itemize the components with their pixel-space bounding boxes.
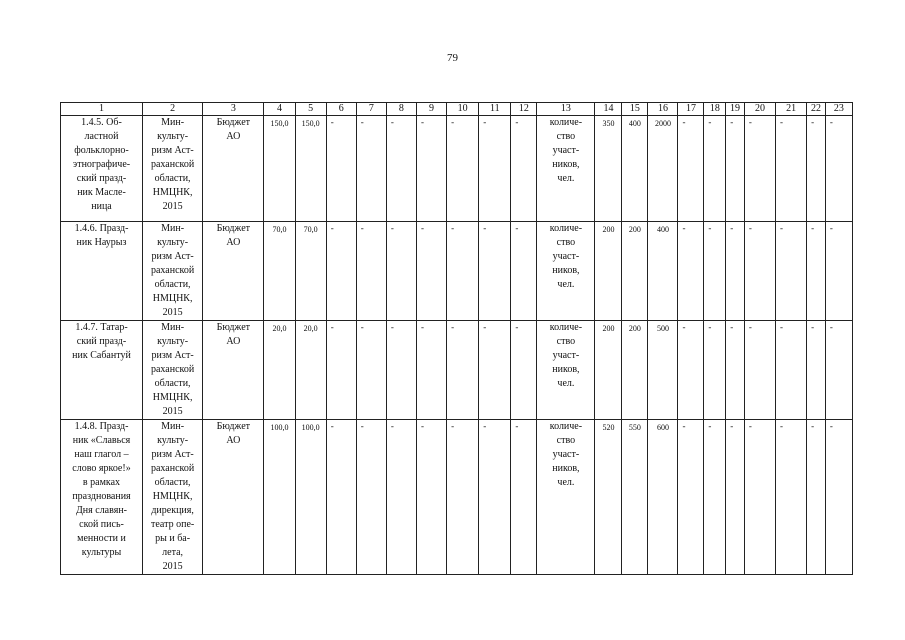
table-cell: -: [776, 420, 807, 575]
table-cell: -: [447, 222, 479, 321]
column-header: 19: [726, 103, 745, 116]
table-cell: 600: [648, 420, 678, 575]
column-header: 13: [537, 103, 595, 116]
table-cell: 350: [595, 116, 622, 222]
indicator-cell: количе- ство участ- ников, чел.: [537, 420, 595, 575]
column-header: 16: [648, 103, 678, 116]
table-cell: -: [356, 420, 386, 575]
event-name-cell: 1.4.8. Празд- ник «Славься наш глагол – слово яркое!» в рамках празднования Дня славян- ской пись- менности и культуры: [61, 420, 143, 575]
table-cell: -: [356, 321, 386, 420]
table-cell: -: [326, 420, 356, 575]
table-cell: -: [416, 420, 446, 575]
event-name-cell: 1.4.6. Празд- ник Наурыз: [61, 222, 143, 321]
table-cell: 550: [622, 420, 648, 575]
table-cell: -: [678, 321, 704, 420]
table-row: [61, 116, 853, 222]
table-cell: -: [807, 116, 826, 222]
table-cell: -: [726, 420, 745, 575]
column-header: 14: [595, 103, 622, 116]
table-cell: -: [704, 321, 726, 420]
plan-table: [60, 102, 853, 575]
funding-source-cell: Бюджет АО: [203, 116, 264, 222]
table-cell: 100,0: [295, 420, 326, 575]
indicator-cell: количе- ство участ- ников, чел.: [537, 321, 595, 420]
table-cell: -: [825, 321, 852, 420]
table-cell: -: [807, 321, 826, 420]
table-cell: 200: [595, 321, 622, 420]
header-row: [61, 103, 853, 116]
table-cell: -: [447, 116, 479, 222]
table-cell: 150,0: [264, 116, 295, 222]
table-cell: -: [807, 420, 826, 575]
column-header: 15: [622, 103, 648, 116]
executor-cell: Мин- культу- ризм Аст- раханской области, НМЦНК, дирекция, театр опе- ры и ба- лета, 2015: [143, 420, 203, 575]
column-header: 11: [479, 103, 511, 116]
column-header: 10: [447, 103, 479, 116]
column-header: 23: [825, 103, 852, 116]
table-row: [61, 321, 853, 420]
table-cell: -: [776, 321, 807, 420]
table-cell: 2000: [648, 116, 678, 222]
table-cell: -: [744, 321, 775, 420]
funding-source-cell: Бюджет АО: [203, 420, 264, 575]
column-header: 9: [416, 103, 446, 116]
table-cell: 400: [648, 222, 678, 321]
table-cell: -: [447, 321, 479, 420]
table-cell: -: [447, 420, 479, 575]
table-cell: -: [416, 222, 446, 321]
column-header: 2: [143, 103, 203, 116]
table-cell: -: [326, 116, 356, 222]
indicator-cell: количе- ство участ- ников, чел.: [537, 116, 595, 222]
event-name-cell: 1.4.7. Татар- ский празд- ник Сабантуй: [61, 321, 143, 420]
table-cell: -: [825, 116, 852, 222]
table-cell: 70,0: [264, 222, 295, 321]
table-cell: 200: [622, 222, 648, 321]
column-header: 22: [807, 103, 826, 116]
executor-cell: Мин- культу- ризм Аст- раханской области, НМЦНК, 2015: [143, 116, 203, 222]
column-header: 6: [326, 103, 356, 116]
table-cell: 20,0: [295, 321, 326, 420]
table-cell: -: [726, 321, 745, 420]
table-row: [61, 222, 853, 321]
table-cell: -: [356, 222, 386, 321]
table-cell: -: [479, 420, 511, 575]
column-header: 1: [61, 103, 143, 116]
table-cell: -: [511, 420, 537, 575]
table-cell: -: [326, 222, 356, 321]
table-cell: 520: [595, 420, 622, 575]
table-cell: -: [825, 420, 852, 575]
table-cell: -: [744, 116, 775, 222]
table-cell: -: [678, 420, 704, 575]
table-cell: -: [704, 222, 726, 321]
table-cell: 100,0: [264, 420, 295, 575]
table-cell: 500: [648, 321, 678, 420]
funding-source-cell: Бюджет АО: [203, 321, 264, 420]
table-cell: -: [744, 420, 775, 575]
column-header: 21: [776, 103, 807, 116]
table-cell: -: [726, 222, 745, 321]
table-cell: -: [511, 116, 537, 222]
table-cell: 20,0: [264, 321, 295, 420]
executor-cell: Мин- культу- ризм Аст- раханской области, НМЦНК, 2015: [143, 321, 203, 420]
table-cell: -: [326, 321, 356, 420]
table-cell: -: [704, 116, 726, 222]
event-name-cell: 1.4.5. Об- ластной фольклорно- этнографиче- ский празд- ник Масле- ница: [61, 116, 143, 222]
table-cell: -: [479, 222, 511, 321]
table-cell: -: [807, 222, 826, 321]
table-cell: -: [416, 116, 446, 222]
table-cell: -: [776, 222, 807, 321]
table-cell: -: [416, 321, 446, 420]
column-header: 4: [264, 103, 295, 116]
table-cell: 400: [622, 116, 648, 222]
indicator-cell: количе- ство участ- ников, чел.: [537, 222, 595, 321]
table-cell: -: [386, 420, 416, 575]
funding-source-cell: Бюджет АО: [203, 222, 264, 321]
table-cell: -: [726, 116, 745, 222]
table-cell: -: [511, 222, 537, 321]
table-cell: -: [356, 116, 386, 222]
table-cell: -: [776, 116, 807, 222]
table-cell: -: [386, 321, 416, 420]
table-row: [61, 420, 853, 575]
table-cell: 200: [622, 321, 648, 420]
table-cell: 200: [595, 222, 622, 321]
table-cell: -: [678, 116, 704, 222]
executor-cell: Мин- культу- ризм Аст- раханской области, НМЦНК, 2015: [143, 222, 203, 321]
table-cell: -: [386, 116, 416, 222]
column-header: 17: [678, 103, 704, 116]
table-cell: 70,0: [295, 222, 326, 321]
table-cell: -: [678, 222, 704, 321]
table-cell: -: [704, 420, 726, 575]
column-header: 12: [511, 103, 537, 116]
table-cell: -: [744, 222, 775, 321]
column-header: 18: [704, 103, 726, 116]
column-header: 5: [295, 103, 326, 116]
table-cell: -: [511, 321, 537, 420]
table-cell: -: [479, 116, 511, 222]
column-header: 8: [386, 103, 416, 116]
table-cell: -: [825, 222, 852, 321]
page-number: 79: [447, 52, 458, 64]
table-cell: -: [479, 321, 511, 420]
column-header: 3: [203, 103, 264, 116]
column-header: 20: [744, 103, 775, 116]
table-cell: -: [386, 222, 416, 321]
column-header: 7: [356, 103, 386, 116]
table-cell: 150,0: [295, 116, 326, 222]
